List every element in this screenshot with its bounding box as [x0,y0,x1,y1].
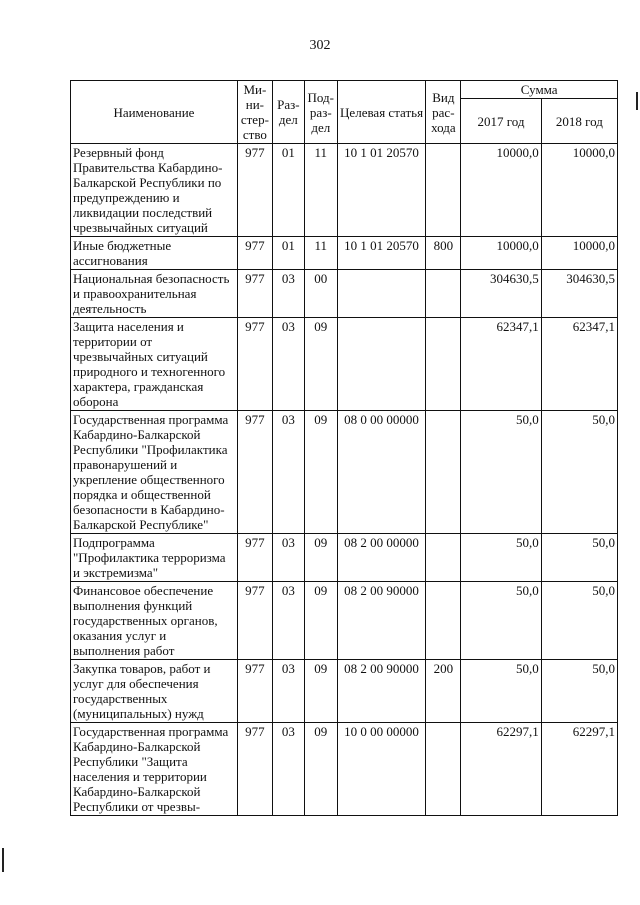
cell-target: 10 1 01 20570 [337,237,426,270]
cell-subsection: 11 [304,237,337,270]
cell-subsection: 09 [304,534,337,582]
cell-2018: 304630,5 [541,270,617,318]
table-row [71,270,618,318]
header-sum: Сумма [461,81,618,99]
header-2018: 2018 год [541,99,617,144]
cell-ministry: 977 [237,144,272,237]
cell-2018: 10000,0 [541,237,617,270]
cell-expense-type [426,582,461,660]
cell-2018: 10000,0 [541,144,617,237]
cell-name: Государственная программа Кабардино-Балкарской Республики "Защита населения и территории Кабардино-Балкарской Республики от чрезвы- [71,723,238,816]
cell-ministry: 977 [237,534,272,582]
cell-subsection: 09 [304,723,337,816]
margin-mark-left [2,848,4,872]
cell-2017: 62297,1 [461,723,541,816]
cell-2017: 10000,0 [461,144,541,237]
cell-subsection: 00 [304,270,337,318]
header-row-1 [71,81,618,99]
table-row [71,723,618,816]
cell-subsection: 11 [304,144,337,237]
cell-2017: 50,0 [461,660,541,723]
cell-2018: 50,0 [541,534,617,582]
table-row [71,582,618,660]
cell-expense-type [426,318,461,411]
cell-target: 08 0 00 00000 [337,411,426,534]
budget-table [70,80,618,816]
cell-ministry: 977 [237,237,272,270]
cell-section: 01 [272,237,304,270]
cell-target: 08 2 00 90000 [337,582,426,660]
header-ministry: Ми-ни-стер-ство [237,81,272,144]
cell-subsection: 09 [304,582,337,660]
table-row [71,318,618,411]
cell-2018: 50,0 [541,411,617,534]
table-row [71,144,618,237]
cell-2017: 62347,1 [461,318,541,411]
header-2017: 2017 год [461,99,541,144]
cell-target [337,270,426,318]
cell-ministry: 977 [237,582,272,660]
table-row [71,411,618,534]
cell-name: Государственная программа Кабардино-Балкарской Республики "Профилактика правонарушений и укрепление общественного порядка и общественной безопасности в Кабардино-Балкарской Республике" [71,411,238,534]
cell-2018: 62297,1 [541,723,617,816]
cell-expense-type [426,270,461,318]
cell-name: Подпрограмма "Профилактика терроризма и экстремизма" [71,534,238,582]
table-row [71,660,618,723]
cell-expense-type [426,144,461,237]
cell-name: Национальная безопасность и правоохранительная деятельность [71,270,238,318]
cell-target: 08 2 00 90000 [337,660,426,723]
cell-section: 03 [272,534,304,582]
cell-expense-type [426,723,461,816]
cell-ministry: 977 [237,318,272,411]
cell-2017: 50,0 [461,411,541,534]
margin-mark-right [636,92,638,110]
table-row [71,237,618,270]
cell-section: 03 [272,660,304,723]
cell-ministry: 977 [237,411,272,534]
cell-2017: 10000,0 [461,237,541,270]
cell-2017: 50,0 [461,582,541,660]
cell-section: 03 [272,270,304,318]
cell-ministry: 977 [237,723,272,816]
cell-2018: 50,0 [541,582,617,660]
header-target: Целевая статья [337,81,426,144]
cell-section: 01 [272,144,304,237]
cell-target: 10 1 01 20570 [337,144,426,237]
cell-subsection: 09 [304,660,337,723]
cell-expense-type: 200 [426,660,461,723]
header-subsection: Под-раз-дел [304,81,337,144]
cell-section: 03 [272,318,304,411]
cell-name: Резервный фонд Правительства Кабардино-Балкарской Республики по предупреждению и ликвидации последствий чрезвычайных ситуаций [71,144,238,237]
cell-2018: 62347,1 [541,318,617,411]
cell-subsection: 09 [304,411,337,534]
table-body [71,144,618,816]
cell-section: 03 [272,582,304,660]
cell-2017: 50,0 [461,534,541,582]
cell-expense-type [426,411,461,534]
cell-target [337,318,426,411]
cell-section: 03 [272,411,304,534]
cell-name: Финансовое обеспечение выполнения функций государственных органов, оказания услуг и выполнения работ [71,582,238,660]
cell-name: Закупка товаров, работ и услуг для обеспечения государственных (муниципальных) нужд [71,660,238,723]
header-section: Раз-дел [272,81,304,144]
page-number: 302 [309,38,331,53]
header-expense-type: Вид рас-хода [426,81,461,144]
header-name: Наименование [71,81,238,144]
cell-target: 08 2 00 00000 [337,534,426,582]
cell-ministry: 977 [237,660,272,723]
cell-target: 10 0 00 00000 [337,723,426,816]
cell-name: Иные бюджетные ассигнования [71,237,238,270]
cell-2017: 304630,5 [461,270,541,318]
cell-ministry: 977 [237,270,272,318]
cell-2018: 50,0 [541,660,617,723]
cell-expense-type: 800 [426,237,461,270]
cell-name: Защита населения и территории от чрезвычайных ситуаций природного и техногенного характера, гражданская оборона [71,318,238,411]
cell-section: 03 [272,723,304,816]
cell-expense-type [426,534,461,582]
table-row [71,534,618,582]
cell-subsection: 09 [304,318,337,411]
